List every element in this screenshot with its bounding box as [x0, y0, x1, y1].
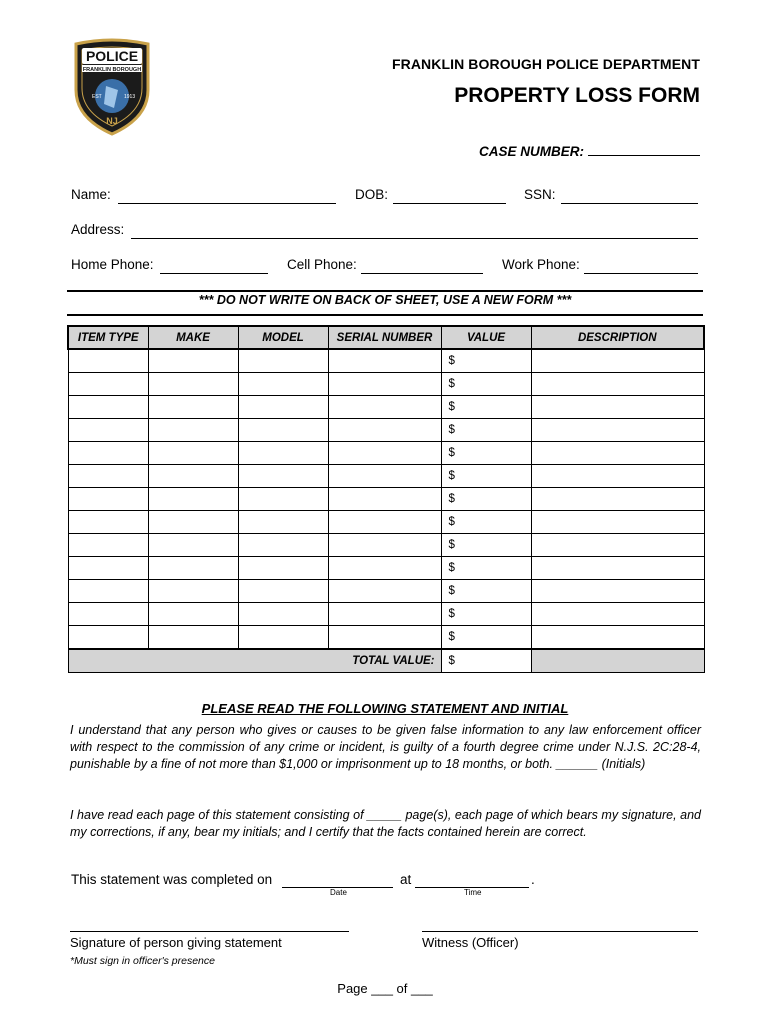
cell-description[interactable]: [531, 396, 704, 419]
cell-item-type[interactable]: [68, 442, 148, 465]
table-row: [68, 465, 704, 488]
at-label: at: [400, 872, 412, 887]
cell-item-type[interactable]: [68, 465, 148, 488]
case-number-input-line[interactable]: [588, 141, 700, 156]
ssn-label: SSN:: [524, 187, 556, 202]
cell-description[interactable]: [531, 442, 704, 465]
cell-serial-number[interactable]: [328, 626, 441, 650]
logo-title-text: POLICE: [85, 48, 139, 64]
ssn-input-line[interactable]: [561, 202, 698, 204]
cell-item-type[interactable]: [68, 626, 148, 650]
cell-value[interactable]: $: [441, 373, 531, 396]
cell-make[interactable]: [148, 465, 238, 488]
cell-description[interactable]: [531, 534, 704, 557]
cell-make[interactable]: [148, 349, 238, 373]
total-value-cell[interactable]: $: [441, 649, 531, 673]
total-row: [68, 649, 704, 673]
cell-value[interactable]: $: [441, 349, 531, 373]
cell-item-type[interactable]: [68, 373, 148, 396]
cell-serial-number[interactable]: [328, 349, 441, 373]
table-row: [68, 534, 704, 557]
table-row: [68, 626, 704, 650]
cell-serial-number[interactable]: [328, 442, 441, 465]
cell-model[interactable]: [238, 603, 328, 626]
work-phone-label: Work Phone:: [502, 257, 580, 272]
case-number-field: [479, 141, 700, 159]
cell-model[interactable]: [238, 349, 328, 373]
name-label: Name:: [71, 187, 111, 202]
total-description-cell: [531, 649, 704, 673]
person-signature-label: Signature of person giving statement: [70, 935, 282, 950]
total-value-label: TOTAL VALUE:: [68, 649, 441, 673]
table-row: [68, 373, 704, 396]
table-row: [68, 396, 704, 419]
col-header-serial-number: SERIAL NUMBER: [328, 326, 441, 349]
cell-serial-number[interactable]: [328, 396, 441, 419]
cell-model[interactable]: [238, 396, 328, 419]
cell-make[interactable]: [148, 373, 238, 396]
cell-model[interactable]: [238, 580, 328, 603]
property-items-table: [67, 325, 705, 673]
statement-paragraph-2: I have read each page of this statement consisting of _____ page(s), each page of which bears my signature, and my corrections, if any, bear my initials; and I certify that the facts contained herein are correct.: [70, 808, 701, 839]
cell-value[interactable]: $: [441, 534, 531, 557]
cell-model[interactable]: [238, 488, 328, 511]
page-number: Page ___ of ___: [337, 981, 433, 996]
department-name: FRANKLIN BOROUGH POLICE DEPARTMENT: [391, 56, 700, 72]
name-input-line[interactable]: [118, 202, 336, 204]
cell-value[interactable]: $: [441, 419, 531, 442]
cell-item-type[interactable]: [68, 488, 148, 511]
person-signature-line[interactable]: [70, 930, 349, 932]
cell-value[interactable]: $: [441, 580, 531, 603]
witness-signature-label: Witness (Officer): [422, 935, 519, 950]
cell-make[interactable]: [148, 488, 238, 511]
cell-phone-label: Cell Phone:: [287, 257, 357, 272]
table-header-row: [68, 326, 704, 349]
logo-subtitle-text: FRANKLIN BOROUGH: [82, 67, 142, 73]
cell-item-type[interactable]: [68, 419, 148, 442]
cell-item-type[interactable]: [68, 557, 148, 580]
form-title: PROPERTY LOSS FORM: [454, 84, 700, 107]
cell-value[interactable]: $: [441, 511, 531, 534]
cell-value[interactable]: $: [441, 442, 531, 465]
cell-model[interactable]: [238, 465, 328, 488]
cell-item-type[interactable]: [68, 603, 148, 626]
address-input-line[interactable]: [131, 237, 698, 239]
cell-model[interactable]: [238, 626, 328, 650]
cell-make[interactable]: [148, 603, 238, 626]
home-phone-input-line[interactable]: [160, 272, 268, 274]
table-row: [68, 580, 704, 603]
cell-make[interactable]: [148, 511, 238, 534]
col-header-description: DESCRIPTION: [531, 326, 704, 349]
period-mark: .: [531, 872, 535, 887]
completed-on-label: This statement was completed on: [71, 872, 273, 887]
table-row: [68, 488, 704, 511]
table-row: [68, 419, 704, 442]
table-row: [68, 349, 704, 373]
cell-description[interactable]: [531, 511, 704, 534]
table-row: [68, 557, 704, 580]
cell-value[interactable]: $: [441, 396, 531, 419]
cell-serial-number[interactable]: [328, 465, 441, 488]
cell-description[interactable]: [531, 373, 704, 396]
logo-state-text: NJ: [106, 116, 118, 126]
dob-label: DOB:: [355, 187, 389, 202]
cell-make[interactable]: [148, 557, 238, 580]
statement-paragraph-1: I understand that any person who gives or causes to be given false information to any law enforcement officer with respect to the commission of any crime or incident, is guilty of a fourth degree crime under N.J.S. 2C:28-4, punishable by a fine of not more than $1,000 or imprisonment up to 18 months, or both. ______ (Initials): [70, 723, 701, 771]
cell-serial-number[interactable]: [328, 488, 441, 511]
cell-serial-number[interactable]: [328, 534, 441, 557]
cell-serial-number[interactable]: [328, 603, 441, 626]
cell-item-type[interactable]: [68, 511, 148, 534]
cell-model[interactable]: [238, 534, 328, 557]
cell-serial-number[interactable]: [328, 419, 441, 442]
table-row: [68, 511, 704, 534]
cell-serial-number[interactable]: [328, 373, 441, 396]
cell-item-type[interactable]: [68, 580, 148, 603]
warning-text: *** DO NOT WRITE ON BACK OF SHEET, USE A NEW FORM ***: [198, 293, 572, 307]
col-header-model: MODEL: [238, 326, 328, 349]
cell-item-type[interactable]: [68, 349, 148, 373]
sign-note: *Must sign in officer's presence: [70, 955, 215, 967]
cell-description[interactable]: [531, 465, 704, 488]
cell-serial-number[interactable]: [328, 557, 441, 580]
table-row: [68, 442, 704, 465]
cell-value[interactable]: $: [441, 557, 531, 580]
cell-model[interactable]: [238, 442, 328, 465]
cell-value[interactable]: $: [441, 603, 531, 626]
work-phone-input-line[interactable]: [584, 272, 698, 274]
cell-item-type[interactable]: [68, 396, 148, 419]
date-caption: Date: [330, 888, 347, 897]
col-header-make: MAKE: [148, 326, 238, 349]
cell-description[interactable]: [531, 580, 704, 603]
cell-description[interactable]: [531, 626, 704, 650]
cell-model[interactable]: [238, 373, 328, 396]
home-phone-label: Home Phone:: [71, 257, 154, 272]
cell-description[interactable]: [531, 419, 704, 442]
cell-make[interactable]: [148, 419, 238, 442]
cell-description[interactable]: [531, 488, 704, 511]
cell-serial-number[interactable]: [328, 580, 441, 603]
cell-phone-input-line[interactable]: [361, 272, 483, 274]
time-caption: Time: [464, 888, 482, 897]
col-header-value: VALUE: [441, 326, 531, 349]
table-body: [68, 349, 704, 649]
cell-item-type[interactable]: [68, 534, 148, 557]
cell-description[interactable]: [531, 557, 704, 580]
cell-make[interactable]: [148, 396, 238, 419]
cell-serial-number[interactable]: [328, 511, 441, 534]
address-label: Address:: [71, 222, 125, 237]
logo-year-text: 1913: [124, 94, 136, 100]
cell-make[interactable]: [148, 534, 238, 557]
table-row: [68, 603, 704, 626]
statement-heading: PLEASE READ THE FOLLOWING STATEMENT AND INITIAL: [201, 701, 569, 716]
cell-make[interactable]: [148, 626, 238, 650]
cell-value[interactable]: $: [441, 465, 531, 488]
col-header-item-type: ITEM TYPE: [68, 326, 148, 349]
cell-model[interactable]: [238, 557, 328, 580]
cell-value[interactable]: $: [441, 626, 531, 650]
witness-signature-line[interactable]: [422, 930, 698, 932]
cell-model[interactable]: [238, 419, 328, 442]
cell-description[interactable]: [531, 349, 704, 373]
police-badge-logo: [70, 38, 154, 136]
case-number-label: CASE NUMBER:: [478, 144, 584, 159]
logo-est-text: EST: [92, 94, 102, 100]
cell-make[interactable]: [148, 580, 238, 603]
cell-description[interactable]: [531, 603, 704, 626]
cell-make[interactable]: [148, 442, 238, 465]
dob-input-line[interactable]: [393, 202, 506, 204]
cell-value[interactable]: $: [441, 488, 531, 511]
cell-model[interactable]: [238, 511, 328, 534]
